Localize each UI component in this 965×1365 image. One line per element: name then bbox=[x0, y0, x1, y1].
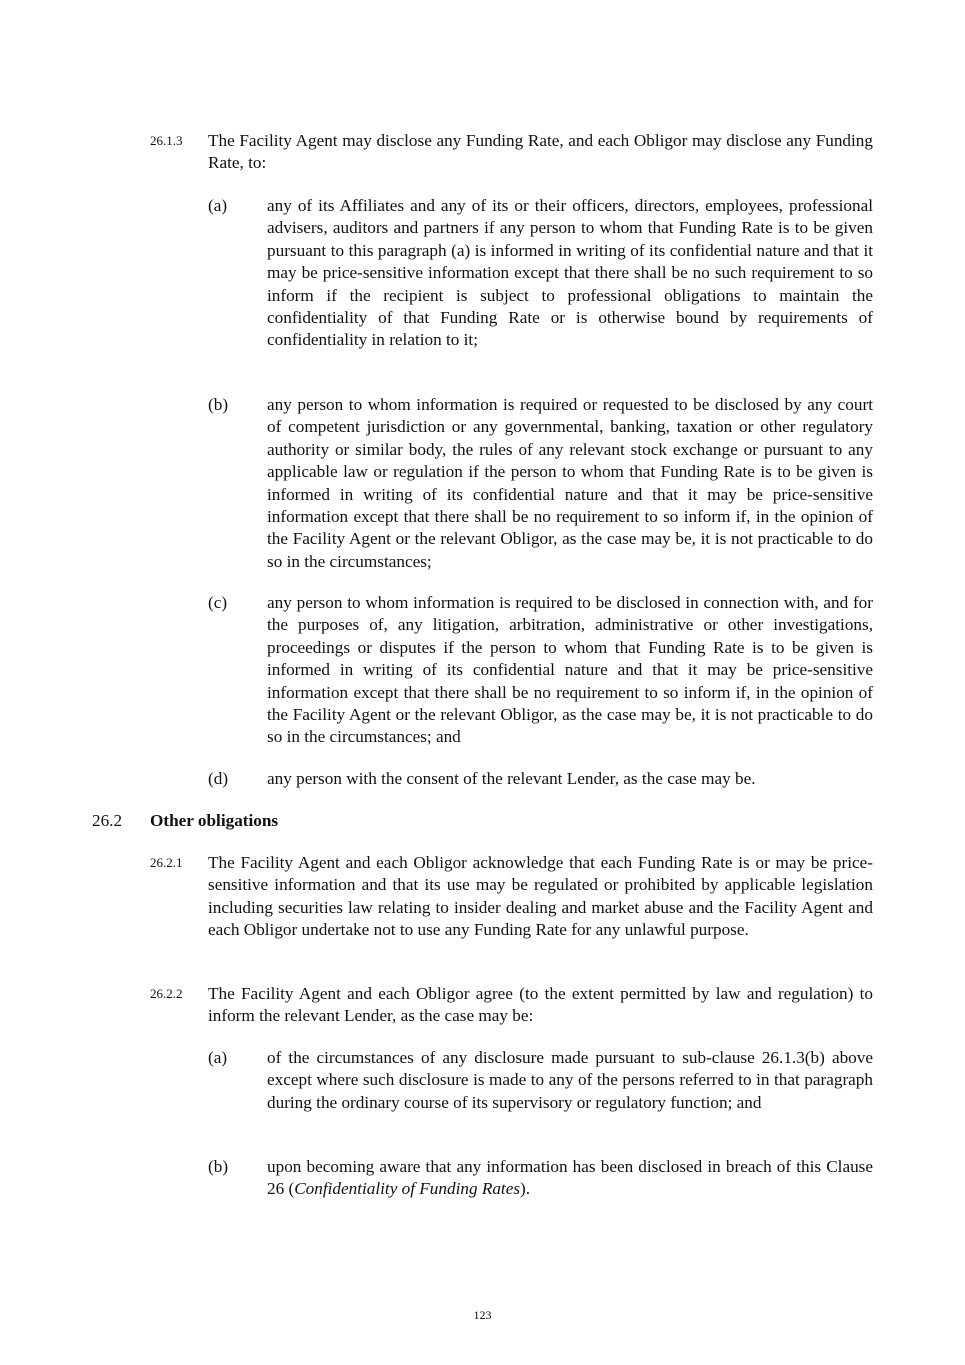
item-label-26-2-2-b: (b) bbox=[208, 1157, 229, 1176]
item-label-26-1-3-b: (b) bbox=[208, 395, 229, 414]
item-label-26-1-3-c: (c) bbox=[208, 593, 228, 612]
page-number: 123 bbox=[473, 1308, 492, 1322]
item-text-26-2-2-a: of the circumstances of any disclosure made pursuant to sub-clause 26.1.3(b) above except where such disclosure is made to any of the persons referred to in that paragraph during the ordinary course of its supervisory or regulatory function; and bbox=[267, 1048, 873, 1112]
clause-number-26-1-3: 26.1.3 bbox=[150, 133, 183, 148]
item-text-26-2-2-b bbox=[267, 1156, 873, 1201]
clause-text-26-2-1: The Facility Agent and each Obligor acknowledge that each Funding Rate is or may be price-sensitive information and that its use may be regulated or prohibited by applicable legislation including securities law relating to insider dealing and market abuse and the Facility Agent and each Obligor undertake not to use any Funding Rate for any unlawful purpose. bbox=[208, 853, 873, 940]
item-text-26-1-3-b: any person to whom information is required or requested to be disclosed by any court of competent jurisdiction or any governmental, banking, taxation or other regulatory authority or similar body, the rules of any relevant stock exchange or pursuant to any applicable law or regulation if the person to whom that Funding Rate is to be given is informed in writing of its confidential nature and that it may be price-sensitive information except that there shall be no requirement to so inform if, in the opinion of the Facility Agent or the relevant Obligor, as the case may be, it is not practicable to do so in the circumstances; bbox=[267, 395, 873, 571]
clause-number-26-2-2: 26.2.2 bbox=[150, 986, 183, 1001]
item-text-26-1-3-a: any of its Affiliates and any of its or their officers, directors, employees, professional advisers, auditors and partners if any person to whom that Funding Rate is to be given pursuant to this paragraph (a) is informed in writing of its confidential nature and that it may be price-sensitive information except that there shall be no such requirement to so inform if the recipient is subject to professional obligations to maintain the confidentiality of that Funding Rate or is otherwise bound by requirements of confidentiality in relation to it; bbox=[267, 196, 873, 350]
item-text-26-2-2-b-before: upon becoming aware that any information has been disclosed in breach of this Clause 26 ( bbox=[267, 1157, 873, 1199]
clause-text-26-2-2: The Facility Agent and each Obligor agree (to the extent permitted by law and regulation) to inform the relevant Lender, as the case may be: bbox=[208, 984, 873, 1026]
item-text-26-1-3-d: any person with the consent of the relevant Lender, as the case may be. bbox=[267, 769, 756, 788]
section-number-26-2: 26.2 bbox=[92, 811, 123, 830]
clause-text-26-1-3: The Facility Agent may disclose any Funding Rate, and each Obligor may disclose any Funding Rate, to: bbox=[208, 131, 873, 173]
section-title-26-2: Other obligations bbox=[150, 811, 279, 830]
item-text-26-1-3-c: any person to whom information is required to be disclosed in connection with, and for the purposes of, any litigation, arbitration, administrative or other investigations, proceedings or disputes if the person to whom that Funding Rate is to be given is informed in writing of its confidential nature and that it may be price-sensitive information except that there shall be no requirement to so inform if, in the opinion of the Facility Agent or the relevant Obligor, as the case may be, it is not practicable to do so in the circumstances; and bbox=[267, 593, 873, 747]
item-label-26-2-2-a: (a) bbox=[208, 1048, 228, 1067]
clause-number-26-2-1: 26.2.1 bbox=[150, 855, 183, 870]
item-label-26-1-3-a: (a) bbox=[208, 196, 228, 215]
item-label-26-1-3-d: (d) bbox=[208, 769, 229, 788]
item-text-26-2-2-b-after: ). bbox=[520, 1179, 531, 1199]
item-text-26-2-2-b-italic: Confidentiality of Funding Rates bbox=[294, 1179, 521, 1199]
